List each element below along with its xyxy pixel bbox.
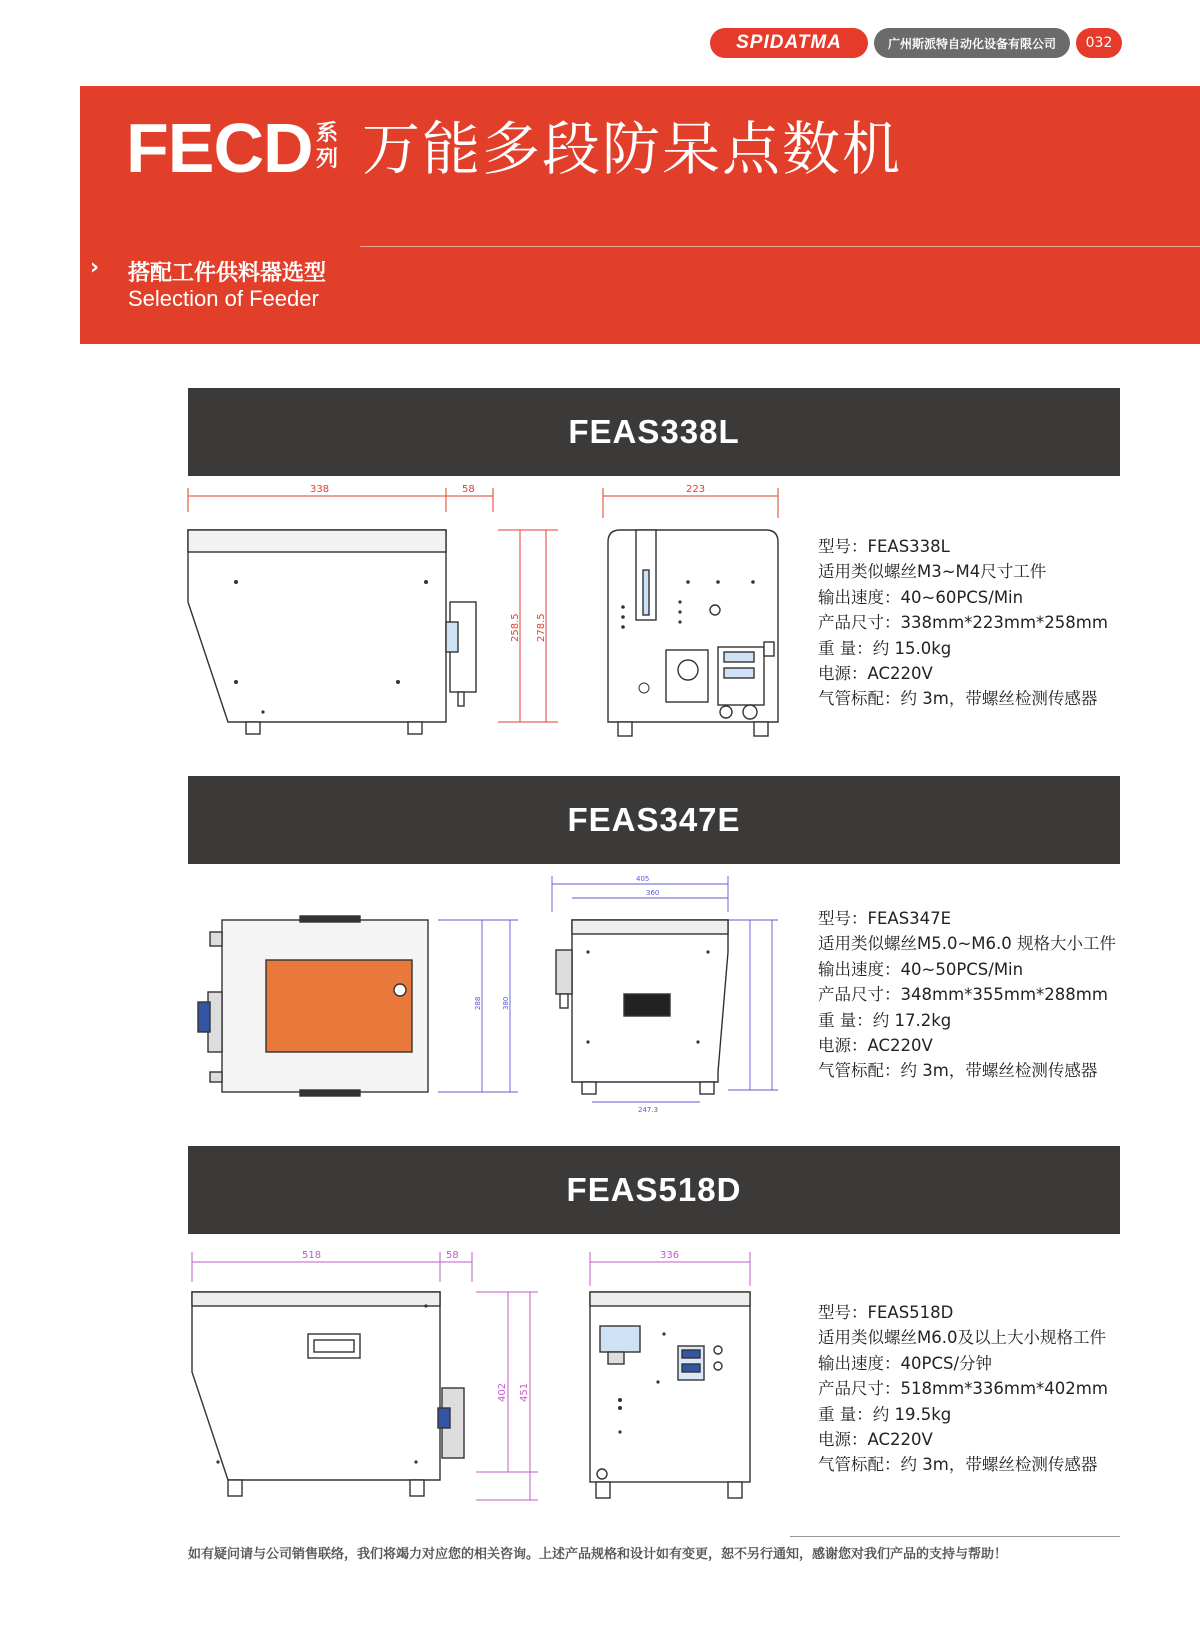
page-title-latin: FECD (126, 109, 313, 187)
spec-air-hose: 气管标配：约 3m，带螺丝检测传感器 (818, 689, 1098, 709)
spec-power: 电源：AC220V (818, 1036, 933, 1056)
page-title-series: 系列 (316, 121, 339, 172)
spec-model: 型号：FEAS518D (818, 1303, 954, 1322)
spec-list-feas347e (818, 906, 1116, 1084)
dim-width-label: 405 (636, 875, 650, 883)
product-drawing-feas338l (188, 482, 788, 744)
spec-power: 电源：AC220V (818, 1430, 933, 1450)
dim-height-label: 288 (474, 996, 482, 1010)
spec-speed: 输出速度：40~60PCS/Min (818, 587, 1024, 607)
dim-front-width-label: 223 (686, 484, 706, 495)
spec-air-hose: 气管标配：约 3m，带螺丝检测传感器 (818, 1455, 1098, 1475)
dim-base-label: 247.3 (638, 1106, 659, 1114)
spec-speed: 输出速度：40~50PCS/Min (818, 959, 1024, 979)
product-drawing-feas518d (188, 1242, 788, 1510)
dim-width-label: 338 (310, 484, 330, 495)
dim-depth-label: 58 (446, 1250, 459, 1261)
spec-application: 适用类似螺丝M5.0~M6.0 规格大小工件 (818, 934, 1117, 954)
footer-divider (790, 1536, 1120, 1537)
page-title-cn: 万能多段防呆点数机 (362, 115, 903, 183)
dim-depth-label: 58 (462, 484, 475, 495)
footer-note: 如有疑问请与公司销售联络，我们将竭力对应您的相关咨询。上述产品规格和设计如有变更，恕不另行通知，感谢您对我们产品的支持与帮助！ (188, 1547, 1008, 1562)
header-divider (360, 246, 1200, 247)
spec-weight: 重 量：约 17.2kg (818, 1010, 952, 1030)
dim-front-width-label: 336 (660, 1250, 680, 1261)
spec-size: 产品尺寸：348mm*355mm*288mm (818, 985, 1108, 1005)
spec-air-hose: 气管标配：约 3m，带螺丝检测传感器 (818, 1061, 1098, 1081)
product-drawing-feas347e (180, 872, 780, 1112)
spec-size: 产品尺寸：518mm*336mm*402mm (818, 1379, 1108, 1399)
dim-width-label: 518 (302, 1250, 322, 1261)
dim-height-label: 402 (497, 1382, 508, 1402)
spec-weight: 重 量：约 19.5kg (818, 1404, 952, 1424)
dim-total-height-label: 451 (519, 1382, 530, 1402)
dim-total-height-label: 278.5 (536, 613, 547, 642)
dim-total-height-label: 380 (502, 996, 510, 1010)
spec-weight: 重 量：约 15.0kg (818, 638, 952, 658)
spec-list-feas338l (818, 534, 1108, 712)
section-subtitle-cn: 搭配工件供料器选型 (128, 261, 327, 286)
spec-size: 产品尺寸：338mm*223mm*258mm (818, 613, 1108, 633)
product-title-bar: FEAS338L (188, 388, 1120, 476)
company-name: 广州斯派特自动化设备有限公司 (874, 28, 1070, 58)
spec-application: 适用类似螺丝M6.0及以上大小规格工件 (818, 1328, 1106, 1348)
spec-application: 适用类似螺丝M3~M4尺寸工件 (818, 562, 1047, 582)
product-title-bar: FEAS347E (188, 776, 1120, 864)
spec-list-feas518d (818, 1300, 1108, 1478)
dim-inner-width-label: 360 (646, 889, 660, 897)
spec-model: 型号：FEAS347E (818, 909, 952, 928)
product-title-bar: FEAS518D (188, 1146, 1120, 1234)
page-number: 032 (1076, 28, 1122, 58)
brand-logo: SPIDATMA (710, 28, 868, 58)
spec-power: 电源：AC220V (818, 664, 933, 684)
chevron-right-icon: › (90, 255, 100, 280)
section-subtitle-en: Selection of Feeder (128, 286, 319, 311)
spec-model: 型号：FEAS338L (818, 537, 950, 556)
dim-height-label: 258.5 (510, 613, 521, 642)
spec-speed: 输出速度：40PCS/分钟 (818, 1353, 992, 1373)
